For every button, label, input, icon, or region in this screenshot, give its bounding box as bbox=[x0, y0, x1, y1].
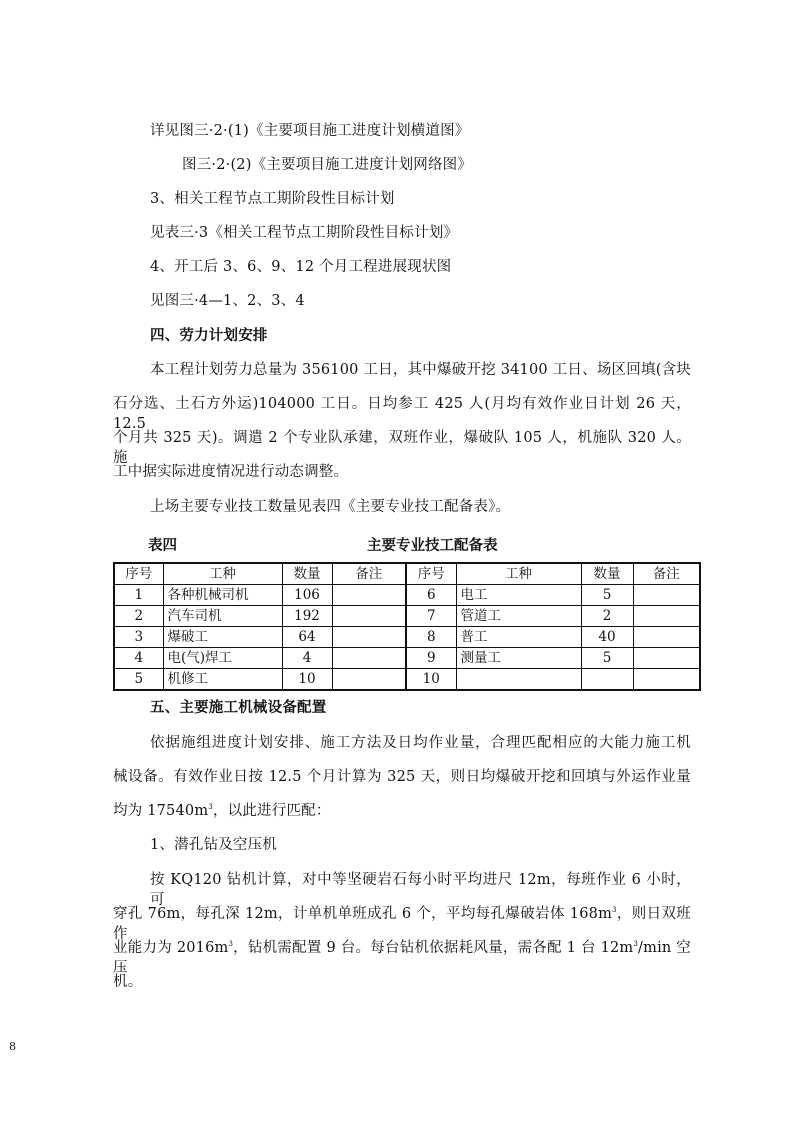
text-segment: 业能力为 2016m bbox=[113, 940, 229, 956]
table-row bbox=[114, 627, 700, 648]
cell-no: 4 bbox=[114, 648, 163, 669]
paragraph-line: 机。 bbox=[113, 974, 143, 990]
table-row bbox=[114, 585, 700, 606]
table-row bbox=[114, 669, 700, 691]
cell-trade: 爆破工 bbox=[163, 627, 282, 648]
cell-remarks bbox=[332, 648, 406, 669]
list-item-4: 4、开工后 3、6、9、12 个月工程进展现状图 bbox=[150, 259, 452, 275]
cell-trade: 普工 bbox=[456, 627, 581, 648]
section-heading-labor-plan: 四、劳力计划安排 bbox=[150, 328, 268, 344]
table-header-row bbox=[114, 563, 700, 585]
figure-reference-4: 见图三·4—1、2、3、4 bbox=[150, 293, 305, 309]
cell-remarks bbox=[332, 606, 406, 627]
superscript: 3 bbox=[208, 803, 213, 811]
cell-quantity: 106 bbox=[282, 585, 332, 606]
text-segment: ，钻机需配置 9 台。每台钻机依据耗风量，需各配 1 台 12m bbox=[233, 940, 634, 956]
header-quantity: 数量 bbox=[581, 563, 633, 585]
header-trade: 工种 bbox=[163, 563, 282, 585]
superscript: 3 bbox=[228, 940, 234, 948]
cell-no: 1 bbox=[114, 585, 163, 606]
cell-quantity bbox=[581, 669, 633, 691]
cell-remarks bbox=[633, 627, 700, 648]
cell-remarks bbox=[332, 585, 406, 606]
cell-remarks bbox=[633, 606, 700, 627]
header-remarks: 备注 bbox=[332, 563, 406, 585]
cell-quantity: 2 bbox=[581, 606, 633, 627]
cell-no: 5 bbox=[114, 669, 163, 691]
cell-trade: 电工 bbox=[456, 585, 581, 606]
cell-no: 3 bbox=[114, 627, 163, 648]
paragraph-line: 个月共 325 天)。调遣 2 个专业队承建，双班作业，爆破队 105 人，机施队 320 人。施 bbox=[113, 430, 691, 466]
text-segment: ，则日双班作 bbox=[113, 906, 691, 942]
section-heading-machinery: 五、主要施工机械设备配置 bbox=[150, 700, 327, 716]
superscript: 3 bbox=[612, 906, 617, 914]
cell-trade: 汽车司机 bbox=[163, 606, 282, 627]
paragraph-line bbox=[113, 801, 691, 821]
paragraph-line: 械设备。有效作业日按 12.5 个月计算为 325 天，则日均爆破开挖和回填与外运作业量 bbox=[113, 769, 691, 785]
cell-quantity: 10 bbox=[282, 669, 332, 691]
cell-trade bbox=[456, 669, 581, 691]
cell-no: 6 bbox=[406, 585, 456, 606]
header-no: 序号 bbox=[406, 563, 456, 585]
paragraph-line: 依据施组进度计划安排、施工方法及日均作业量，合理匹配相应的大能力施工机 bbox=[150, 735, 691, 751]
figure-reference-1: 详见图三·2·(1)《主要项目施工进度计划横道图》 bbox=[150, 123, 470, 139]
cell-quantity: 4 bbox=[282, 648, 332, 669]
table-reference-3: 见表三·3《相关工程节点工期阶段性目标计划》 bbox=[150, 225, 459, 241]
cell-trade: 各种机械司机 bbox=[163, 585, 282, 606]
cell-no: 7 bbox=[406, 606, 456, 627]
text-segment: 均为 17540m bbox=[113, 803, 209, 819]
paragraph-line: 工中据实际进度情况进行动态调整。 bbox=[113, 464, 349, 480]
cell-remarks bbox=[633, 585, 700, 606]
cell-quantity: 5 bbox=[581, 585, 633, 606]
table-title: 主要专业技工配备表 bbox=[367, 538, 498, 554]
cell-trade: 管道工 bbox=[456, 606, 581, 627]
text-segment: ，以此进行匹配： bbox=[212, 803, 331, 819]
cell-trade: 测量工 bbox=[456, 648, 581, 669]
cell-quantity: 5 bbox=[581, 648, 633, 669]
cell-remarks bbox=[633, 648, 700, 669]
cell-remarks bbox=[633, 669, 700, 691]
cell-quantity: 192 bbox=[282, 606, 332, 627]
paragraph-line: 本工程计划劳力总量为 356100 工日，其中爆破开挖 34100 工日、场区回填(含块 bbox=[150, 362, 691, 378]
header-quantity: 数量 bbox=[282, 563, 332, 585]
cell-trade: 电(气)焊工 bbox=[163, 648, 282, 669]
cell-quantity: 40 bbox=[581, 627, 633, 648]
table-reference-paragraph: 上场主要专业技工数量见表四《主要专业技工配备表》。 bbox=[150, 499, 511, 515]
table-label: 表四 bbox=[148, 538, 177, 554]
cell-quantity: 64 bbox=[282, 627, 332, 648]
paragraph-line: 按 KQ120 钻机计算，对中等坚硬岩石每小时平均进尺 12m，每班作业 6 小时，可 bbox=[150, 872, 691, 908]
subsection-heading-drill-compressor: 1、潜孔钻及空压机 bbox=[150, 837, 278, 853]
list-item-3: 3、相关工程节点工期阶段性目标计划 bbox=[150, 191, 395, 207]
header-trade: 工种 bbox=[456, 563, 581, 585]
table-row bbox=[114, 648, 700, 669]
cell-trade: 机修工 bbox=[163, 669, 282, 691]
figure-reference-2: 图三·2·(2)《主要项目施工进度计划网络图》 bbox=[182, 157, 473, 173]
skilled-workers-table bbox=[113, 562, 701, 691]
table-row bbox=[114, 606, 700, 627]
page-number: 8 bbox=[9, 1040, 16, 1053]
header-no: 序号 bbox=[114, 563, 163, 585]
cell-no: 10 bbox=[406, 669, 456, 691]
header-remarks: 备注 bbox=[633, 563, 700, 585]
superscript: 3 bbox=[633, 940, 639, 948]
cell-remarks bbox=[332, 627, 406, 648]
cell-no: 8 bbox=[406, 627, 456, 648]
text-segment: 穿孔 76m，每孔深 12m，计单机单班成孔 6 个，平均每孔爆破岩体 168m bbox=[113, 906, 613, 922]
cell-no: 9 bbox=[406, 648, 456, 669]
text-segment: /min 空压 bbox=[113, 940, 691, 976]
paragraph-line: 石分选、土石方外运)104000 工日。日均参工 425 人(月均有效作业日计划 26 天，12.5 bbox=[113, 396, 691, 432]
cell-remarks bbox=[332, 669, 406, 691]
cell-no: 2 bbox=[114, 606, 163, 627]
